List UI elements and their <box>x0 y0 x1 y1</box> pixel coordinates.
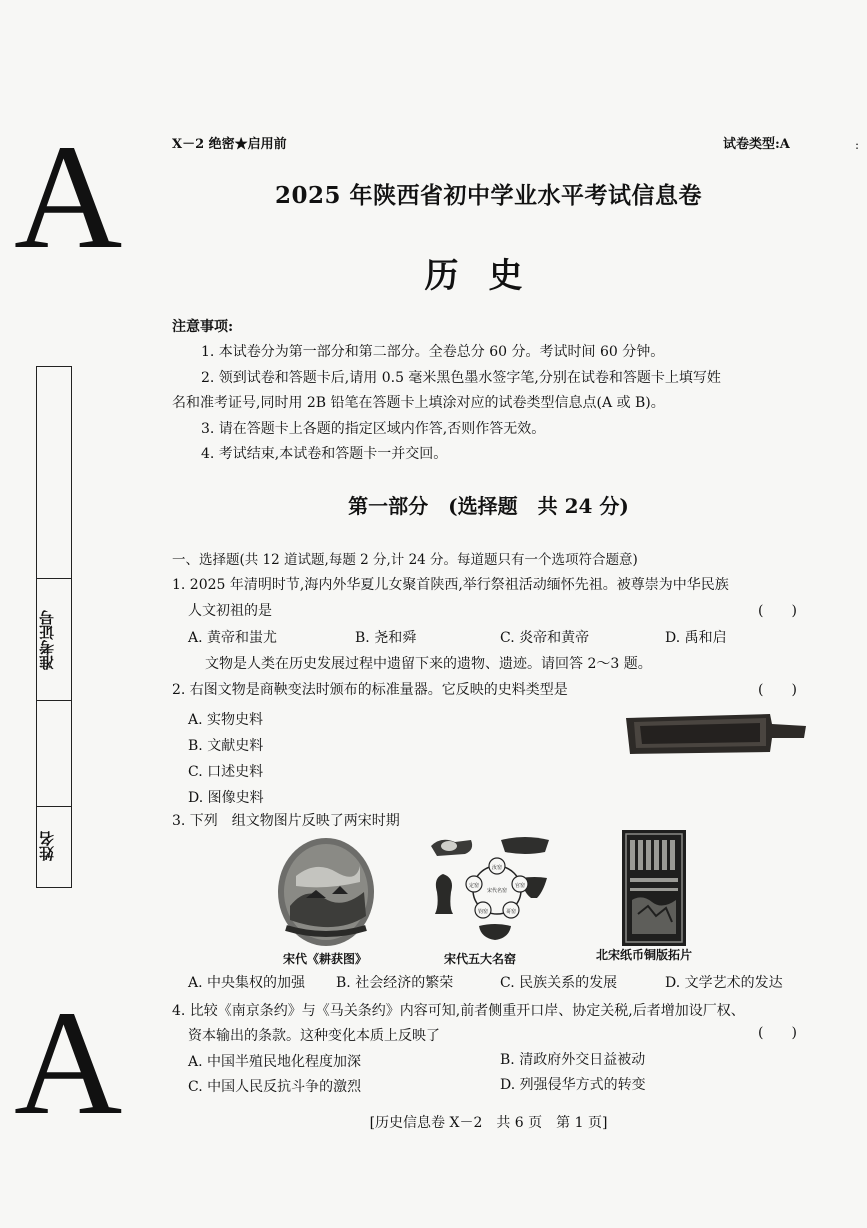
q3-option-a: A. 中央集权的加强 <box>188 975 306 991</box>
q4-option-c: C. 中国人民反抗斗争的激烈 <box>188 1079 362 1095</box>
shang-yang-measure-image <box>620 708 810 758</box>
binding-divider-3 <box>36 806 72 807</box>
q2-option-a: A. 实物史料 <box>188 712 264 728</box>
q3-option-c: C. 民族关系的发展 <box>500 975 618 991</box>
gengzhi-painting-image <box>276 836 376 948</box>
kiln-label-ge: 哥窑 <box>505 909 517 915</box>
section-intro: 一、选择题(共 12 道试题,每题 2 分,计 24 分。每道题只有一个选项符合题意) <box>172 552 638 568</box>
note-2-cont: 名和准考证号,同时用 2B 铅笔在答题卡上填涂对应的试卷类型信息点(A 或 B)。 <box>172 395 665 411</box>
q4-line2: 资本输出的条款。这种变化本质上反映了 <box>188 1028 440 1044</box>
note-3: 3. 请在答题卡上各题的指定区域内作答,否则作答无效。 <box>201 421 546 437</box>
q1-answer-paren: ( ) <box>758 603 797 619</box>
q3-option-b: B. 社会经济的繁荣 <box>336 975 454 991</box>
q1-line1: 1. 2025 年清明时节,海内外华夏儿女聚首陕西,举行祭祖活动缅怀先祖。被尊崇为中华民族 <box>172 577 729 593</box>
exam-number-label: 准考证号 <box>38 610 56 670</box>
q2-answer-paren: ( ) <box>758 682 797 698</box>
q1-option-b: B. 尧和舜 <box>355 630 417 646</box>
kiln-label-center: 宋代名窑 <box>486 888 508 894</box>
caption-kilns: 宋代五大名窑 <box>444 952 517 966</box>
q2-option-b: B. 文献史料 <box>188 738 264 754</box>
page-footer: [历史信息卷 X－2 共 6 页 第 1 页] <box>369 1115 608 1131</box>
note-1: 1. 本试卷分为第一部分和第二部分。全卷总分 60 分。考试时间 60 分钟。 <box>201 344 665 360</box>
q1-line2: 人文初祖的是 <box>188 603 272 619</box>
q4-line1: 4. 比较《南京条约》与《马关条约》内容可知,前者侧重开口岸、协定关税,后者增加设厂权、 <box>172 1003 745 1019</box>
kiln-label-guan: 官窑 <box>514 883 526 889</box>
name-label: 姓名 <box>38 831 56 861</box>
q2-option-d: D. 图像史料 <box>188 790 264 806</box>
q3-option-d: D. 文学艺术的发达 <box>665 975 783 991</box>
note-2: 2. 领到试卷和答题卡后,请用 0.5 毫米黑色墨水签字笔,分别在试卷和答题卡上填写姓 <box>201 370 721 386</box>
note-4: 4. 考试结束,本试卷和答题卡一并交回。 <box>201 446 448 462</box>
exam-title: 2025 年陕西省初中学业水平考试信息卷 <box>274 182 703 209</box>
binding-divider-1 <box>36 578 72 579</box>
confidential-header: X－2 绝密★启用前 <box>172 137 287 152</box>
jiaozi-plate-image <box>622 830 686 946</box>
material-intro: 文物是人类在历史发展过程中遗留下来的遗物、遗迹。请回答 2～3 题。 <box>205 656 652 672</box>
paper-type-letter-bottom: A <box>14 980 123 1146</box>
q1-option-d: D. 禹和启 <box>665 630 727 646</box>
q2-option-c: C. 口述史料 <box>188 764 264 780</box>
paper-type-letter-top: A <box>14 114 123 280</box>
q4-option-a: A. 中国半殖民地化程度加深 <box>188 1054 362 1070</box>
q4-answer-paren: ( ) <box>758 1025 797 1041</box>
kiln-label-ding: 定窑 <box>468 883 480 889</box>
kiln-label-jun: 钧窑 <box>477 909 489 915</box>
q1-option-c: C. 炎帝和黄帝 <box>500 630 590 646</box>
q4-option-b: B. 清政府外交日益被动 <box>500 1052 646 1068</box>
q4-option-d: D. 列强侵华方式的转变 <box>500 1077 646 1093</box>
subject-title: 历史 <box>424 256 553 296</box>
q3-stem: 3. 下列 组文物图片反映了两宋时期 <box>172 813 400 829</box>
caption-jiaozi: 北宋纸币铜版拓片 <box>596 948 693 962</box>
binding-divider-2 <box>36 700 72 701</box>
caption-gengzhi: 宋代《耕获图》 <box>283 952 368 966</box>
kiln-label-ru: 汝窑 <box>491 865 503 871</box>
paper-type-header: 试卷类型:A <box>723 137 790 152</box>
part-one-title: 第一部分 (选择题 共 24 分) <box>348 494 629 518</box>
margin-mark: : <box>855 138 860 152</box>
notes-heading: 注意事项: <box>172 319 234 335</box>
q2-stem: 2. 右图文物是商鞅变法时颁布的标准量器。它反映的史料类型是 <box>172 682 568 698</box>
q1-option-a: A. 黄帝和蚩尤 <box>188 630 278 646</box>
five-kilns-image <box>425 832 555 948</box>
